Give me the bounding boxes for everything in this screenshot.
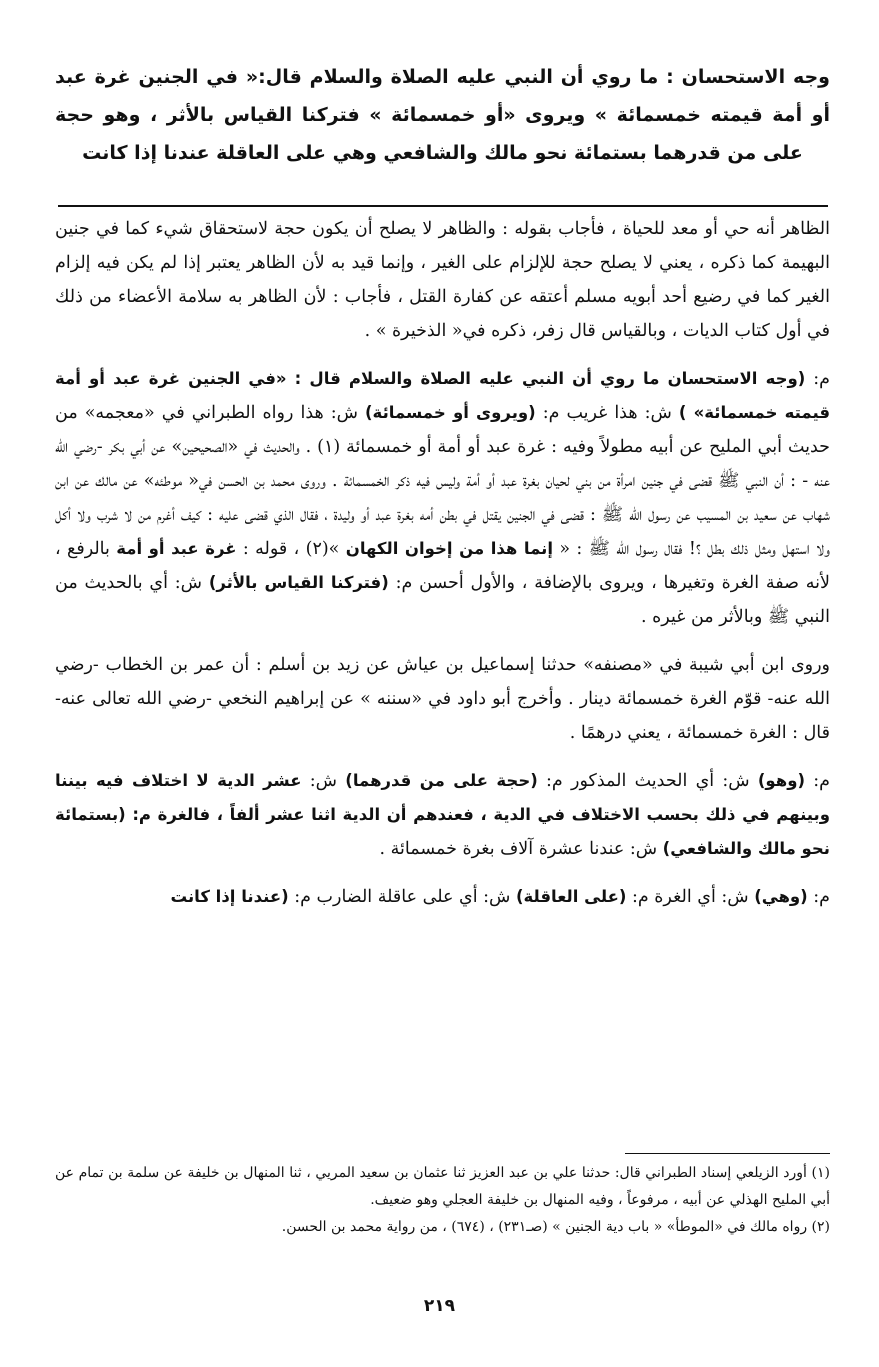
commentary-paragraph [55, 764, 830, 866]
commentary-text: وروى ابن أبي شيبة في «مصنفه» حدثنا إسماعيل بن عياش عن زيد بن أسلم : أن عمر بن الخطاب -رضي الله عنه- قوّم الغرة خمسمائة دينار . وأخرج أبو داود في «سننه » عن إبراهيم النخعي -رضي الله تعالى عنه- قال : الغرة خمسمائة ، يعني درهمًا . [55, 655, 830, 743]
commentary-text: م: [805, 771, 831, 791]
footnote: (١) أورد الزيلعي إسناد الطبراني قال: حدثنا علي بن عبد العزيز ثنا عثمان بن سعيد المريي ، ثنا المنهال بن خليفة عن سلمة بن تمام عن أبي المليح الهذلي عن أبيه ، مرفوعاً ، وفيه المنهال بن خليفة العجلي وهو ضعيف. [55, 1165, 830, 1208]
commentary-text: ش: هذا رواه الطبراني في «معجمه» من حديث أبي المليح عن أبيه مطولاً وفيه : غرة عبد أو أمة أو خمسمائة (١) . والحديث في «الصحيحين» عن أبي بكر -رضي الله عنه - : أن النبي ﷺ قضى في جنين امرأة من بني لحيان بغرة عبد أو أمة وليس فيه ذكر الخمسمائة . وروى محمد بن الحسن في« موطئه» عن مالك عن ابن شهاب عن سعيد بن المسيب عن رسول الله ﷺ : قضى في الجنين يقتل في بطن أمه بغرة عبد أو وليدة ، فقال الذي قضى عليه : كيف أغرم من لا شرب ولا أكل ولا استهل ومثل ذلك بطل ؟! فقال رسول الله ﷺ : « [55, 403, 830, 559]
commentary-text: الظاهر أنه حي أو معد للحياة ، فأجاب بقوله : والظاهر لا يصلح أن يكون حجة لاستحقاق شيء كما في جنين البهيمة كما ذكره ، يعني لا يصلح حجة للإلزام على الغير ، وإنما قيد به لأن الظاهر يعتبر إذا لم يكن فيه إلزام الغير كما في رضيع أحد أبويه مسلم أعتقه عن كفارة القتل ، فأجاب : لأن الظاهر به سلامة الأعضاء من ذلك في أول كتاب الديات ، وبالقياس قال زفر، ذكره في« الذخيرة » . [55, 219, 830, 341]
commentary-text: »(٢) ، قوله : [236, 539, 346, 559]
commentary-paragraph [55, 212, 830, 348]
commentary-text: بالرفع ، لأنه صفة الغرة وتغيرها ، ويروى بالإضافة ، والأول أحسن م: [55, 539, 831, 593]
quoted-matn: (عندنا إذا كانت [170, 887, 289, 906]
matn-text: وجه الاستحسان : ما روي أن النبي عليه الصلاة والسلام قال:« في الجنين غرة عبد أو أمة قيمته خمسمائة » ويروى «أو خمسمائة » فتركنا القياس بالأثر ، وهو حجة على من قدرهما بستمائة نحو مالك والشافعي وهي على العاقلة عندنا إذا كانت [55, 66, 830, 164]
footnote-divider [625, 1153, 830, 1154]
quoted-matn: (فتركنا القياس بالأثر) [208, 573, 389, 592]
commentary-text: ش: أي على عاقلة الضارب م: [288, 887, 516, 907]
commentary-text: ش: عندنا عشرة آلاف بغرة خمسمائة . [379, 839, 663, 859]
page-number: ٢١٩ [423, 1296, 456, 1316]
commentary-text: م: [805, 369, 830, 389]
commentary-paragraph [55, 362, 830, 634]
quoted-matn: (وجه الاستحسان ما روي أن النبي عليه الصلاة والسلام قال : «في الجنين غرة عبد أو أمة قيمته خمسمائة» ) [55, 369, 831, 422]
footnote: (٢) رواه مالك في «الموطأ» « باب دية الجنين » (صـ٢٣١) ، (٦٧٤) ، من رواية محمد بن الحسن. [281, 1219, 830, 1235]
commentary-text: م: [807, 887, 830, 907]
quoted-matn: (ويروى أو خمسمائة) [365, 403, 536, 422]
quoted-matn: (وهي) [754, 887, 808, 906]
quoted-matn: عشر الدية لا اختلاف فيه بيننا وبينهم في ذلك بحسب الاختلاف في الدية ، فعندهم أن الدية اثنا عشر ألفاً ، فالغرة م: (بستمائة نحو مالك والشافعي) [55, 771, 830, 858]
commentary-text: ش: [301, 771, 346, 791]
quoted-matn: غرة عبد أو أمة [116, 539, 237, 558]
commentary-text: ش: أي الغرة م: [626, 887, 755, 907]
commentary [55, 212, 830, 928]
quoted-matn: (حجة على من قدرهما) [345, 771, 538, 790]
commentary-paragraph [55, 880, 830, 914]
footnotes [55, 1160, 830, 1241]
quoted-matn: (وهو) [757, 771, 806, 790]
commentary-text: ش: هذا غريب م: [535, 403, 679, 423]
quoted-matn: إنما هذا من إخوان الكهان [345, 539, 553, 558]
commentary-paragraph [55, 648, 830, 750]
quoted-matn: (على العاقلة) [515, 887, 627, 906]
commentary-text: ش: أي الحديث المذكور م: [537, 771, 758, 791]
commentary-text: ش: أي بالحديث من النبي ﷺ وبالأثر من غيره . [55, 573, 830, 627]
matn-divider [58, 205, 828, 207]
